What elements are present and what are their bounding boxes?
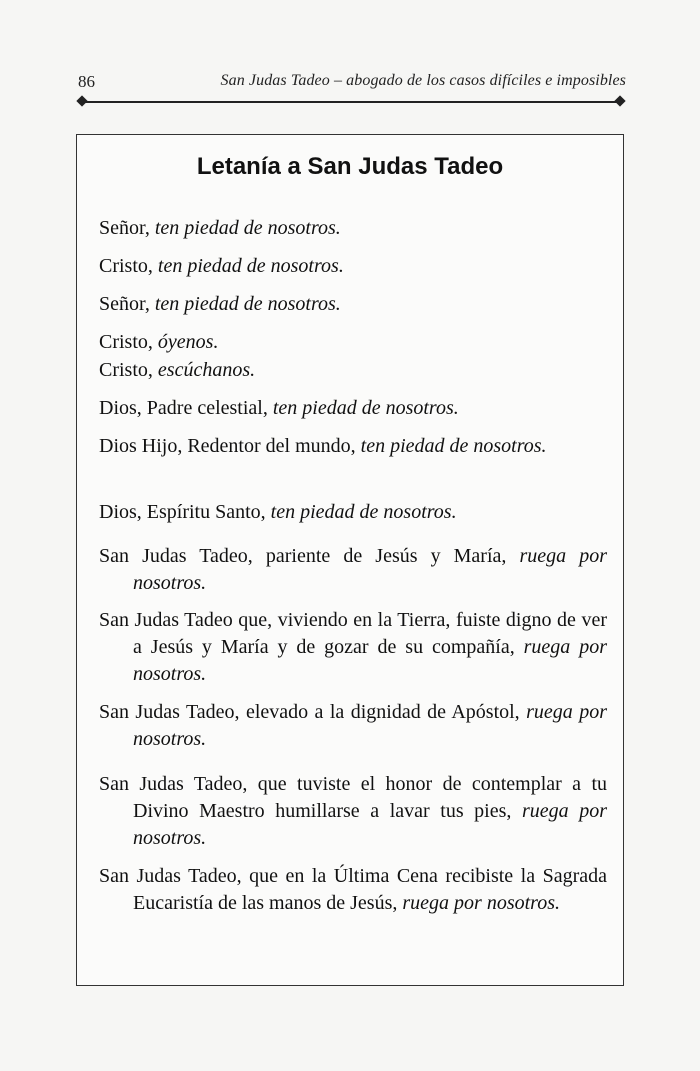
running-head: [78, 72, 626, 96]
verse-text: Cristo,: [99, 255, 158, 277]
verse-response: ten piedad de nosotros.: [360, 435, 547, 457]
verse: [99, 291, 607, 318]
verse-text: San Judas Tadeo, que tuviste el honor de contemplar a tu Divino Maestro humillarse a lavar tus pies,: [99, 773, 607, 822]
verse: [99, 215, 607, 242]
verse: [99, 433, 607, 460]
verse-response: ten piedad de nosotros.: [154, 217, 341, 239]
verse-text: San Judas Tadeo que, viviendo en la Tierra, fuiste digno de ver a Jesús y María y de gozar de su compañía,: [99, 609, 607, 658]
verse-text: Señor,: [99, 217, 155, 239]
header-rule: [84, 101, 618, 103]
verse-text: Dios Hijo, Redentor del mundo,: [99, 435, 361, 457]
verse: [99, 253, 607, 280]
litany-box: [76, 134, 624, 986]
verse: [99, 699, 607, 753]
verse-text: Dios, Espíritu Santo,: [99, 501, 271, 523]
verse-response: ten piedad de nosotros.: [157, 255, 344, 277]
verse: [99, 543, 607, 597]
verse-response: ruega por nosotros.: [133, 701, 607, 750]
verse-text: San Judas Tadeo, que en la Última Cena recibiste la Sagrada Eucaristía de las manos de Jesús,: [99, 865, 607, 914]
verse-response: ruega por nosotros.: [133, 545, 607, 594]
verse: [99, 499, 607, 526]
verse-response: ruega por nosotros.: [133, 636, 607, 685]
verse-text: Cristo,: [99, 359, 158, 381]
litany-title: Letanía a San Judas Tadeo: [196, 153, 504, 180]
verse-response: ruega por nosotros.: [133, 800, 607, 849]
verse-response: ten piedad de nosotros.: [270, 501, 457, 523]
verse-text: Cristo,: [99, 331, 158, 353]
verse-response: ruega por nosotros.: [402, 892, 560, 914]
verse: [99, 395, 607, 422]
rule-diamond-right-icon: [614, 95, 625, 106]
verse-response: escúchanos.: [157, 359, 256, 381]
verse: [99, 357, 607, 384]
verse: [99, 771, 607, 852]
verse-text: Dios, Padre celestial,: [99, 397, 273, 419]
verse-text: San Judas Tadeo, pariente de Jesús y María,: [99, 545, 520, 567]
verse-response: óyenos.: [157, 331, 219, 353]
verse-response: ten piedad de nosotros.: [272, 397, 459, 419]
verse-response: ten piedad de nosotros.: [154, 293, 341, 315]
running-title: San Judas Tadeo – abogado de los casos difíciles e imposibles: [220, 72, 626, 89]
page-number: 86: [78, 72, 95, 91]
verse: [99, 607, 607, 688]
verse-text: San Judas Tadeo, elevado a la dignidad de Apóstol,: [99, 701, 527, 723]
verse: [99, 863, 607, 917]
verse-text: Señor,: [99, 293, 155, 315]
verse: [99, 329, 607, 356]
